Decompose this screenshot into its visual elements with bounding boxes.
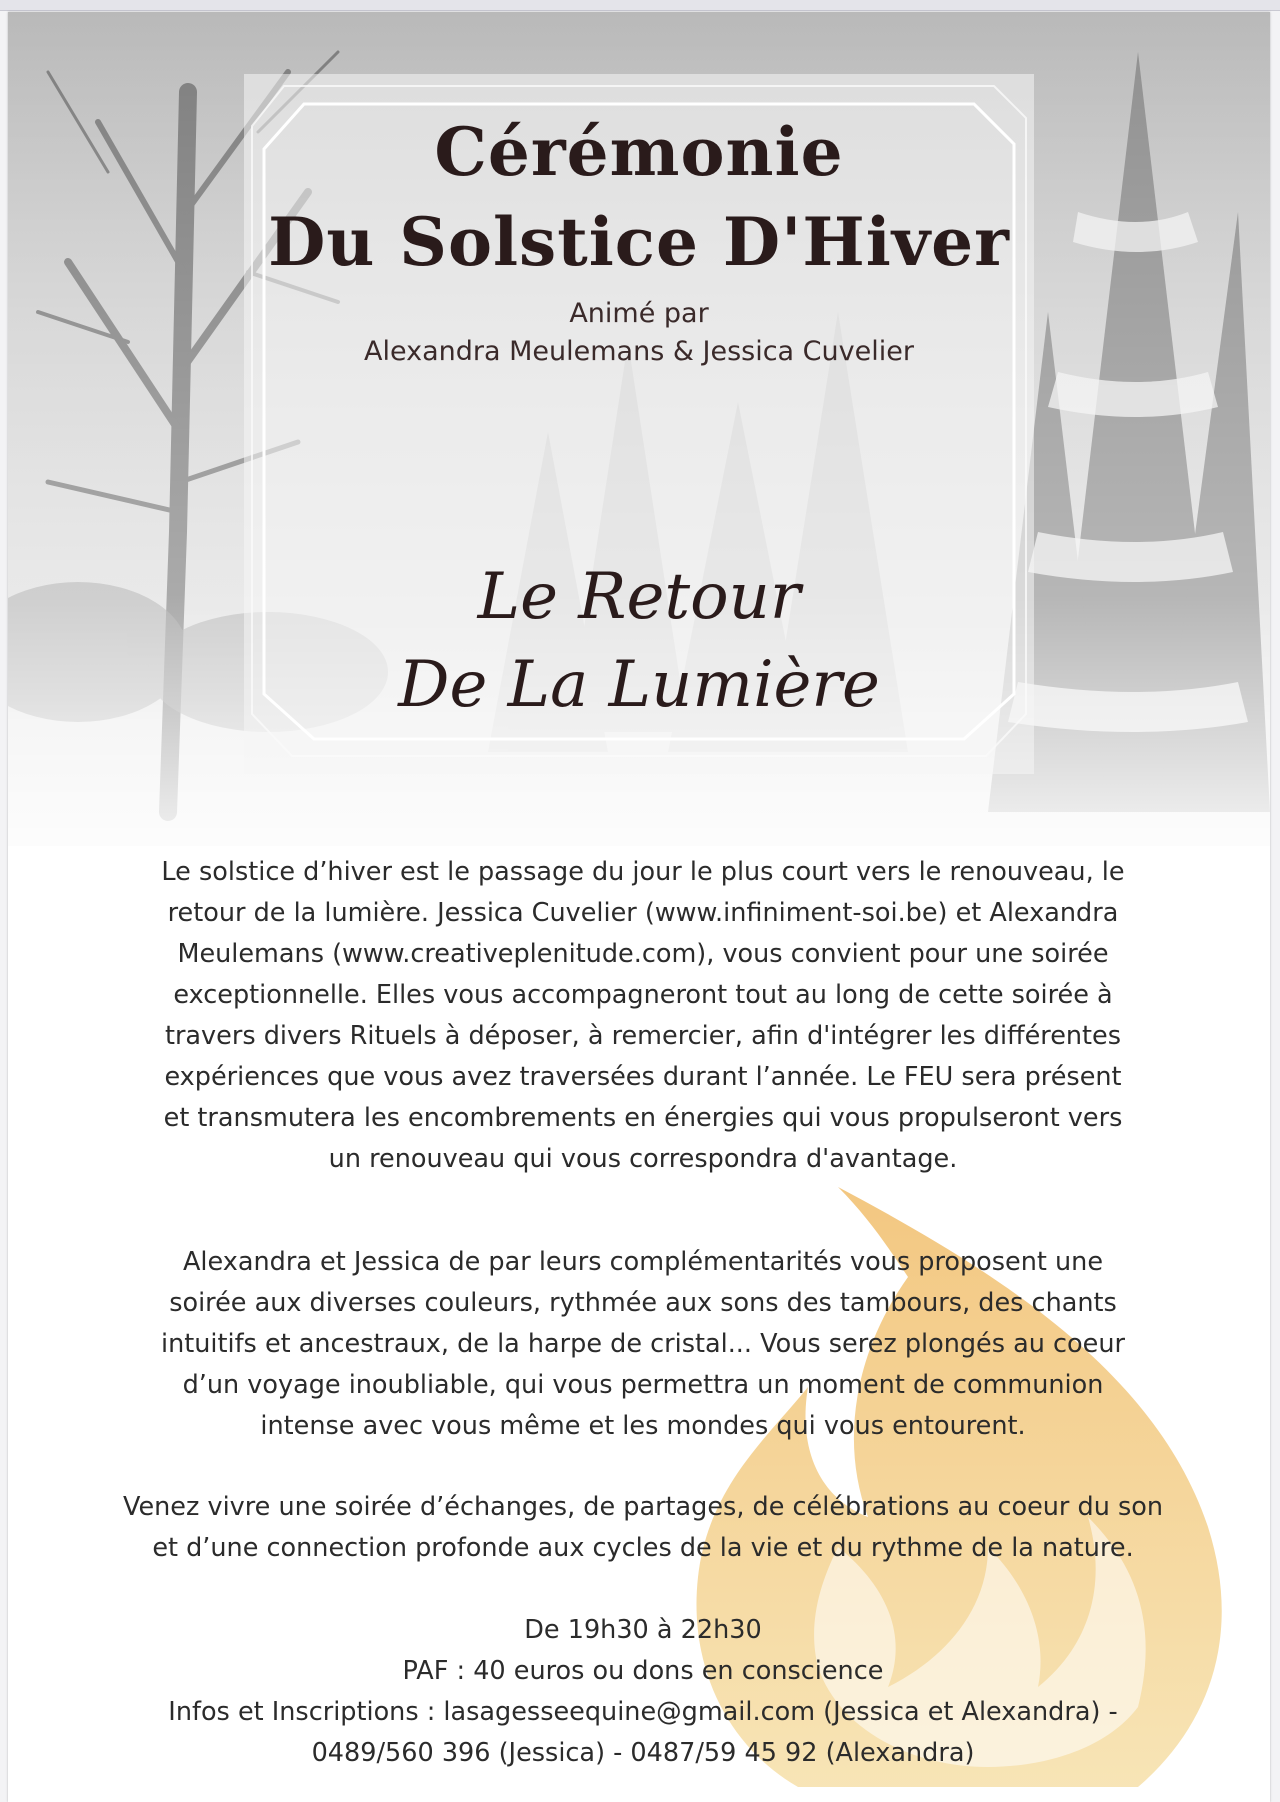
paragraph-line: un renouveau qui vous correspondra d'avantage. [328,1144,958,1174]
winter-forest-banner [8,12,1270,846]
paragraph-line: intuitifs et ancestraux, de la harpe de cristal... Vous serez plongés au coeur [161,1329,1125,1359]
paragraph-line: travers divers Rituels à déposer, à remercier, afin d'intégrer les différentes [164,1021,1122,1051]
window-top-edge [0,0,1280,11]
paragraph-line: expériences que vous avez traversées durant l’année. Le FEU sera présent [164,1062,1122,1092]
event-contact-phones: 0489/560 396 (Jessica) - 0487/59 45 92 (Alexandra) [311,1738,975,1768]
subtitle-line-2: De La Lumière [398,648,880,722]
event-details [78,1610,1208,1774]
paragraph-line: et transmutera les encombrements en énergies qui vous propulseront vers [163,1103,1123,1133]
paragraph-line: d’un voyage inoubliable, qui vous permettra un moment de communion [182,1370,1104,1400]
paragraph-line: Meulemans (www.creativeplenitude.com), vous convient pour une soirée [177,939,1109,969]
paragraph-line: exceptionnelle. Elles vous accompagneront tout au long de cette soirée à [173,980,1113,1010]
paragraph-line: Venez vivre une soirée d’échanges, de partages, de célébrations au coeur du son [122,1492,1164,1522]
subtitle-line-1: Le Retour [477,560,801,634]
event-price: PAF : 40 euros ou dons en conscience [402,1656,884,1686]
paragraph-line: Le solstice d’hiver est le passage du jour le plus court vers le renouveau, le [161,857,1125,887]
hosts-names: Alexandra Meulemans & Jessica Cuvelier [364,336,914,367]
event-contact-email: Infos et Inscriptions : lasagesseequine@gmail.com (Jessica et Alexandra) - [168,1697,1118,1727]
title-line-1: Cérémonie [434,113,844,191]
paragraph-invitation [78,1487,1208,1569]
paragraph-line: retour de la lumière. Jessica Cuvelier (www.infiniment-soi.be) et Alexandra [167,898,1119,928]
paragraph-program [78,1242,1208,1447]
paragraph-line: et d’une connection profonde aux cycles de la vie et du rythme de la nature. [152,1533,1134,1563]
event-time: De 19h30 à 22h30 [524,1615,762,1645]
poster-page [8,12,1270,1802]
paragraph-line: Alexandra et Jessica de par leurs complémentarités vous proposent une [182,1247,1104,1277]
paragraph-intro [78,852,1208,1180]
paragraph-line: soirée aux diverses couleurs, rythmée aux sons des tambours, des chants [169,1288,1117,1318]
paragraph-line: intense avec vous même et les mondes qui vous entourent. [260,1411,1026,1441]
animated-by-label: Animé par [569,298,709,329]
title-line-2: Du Solstice D'Hiver [268,203,1010,281]
